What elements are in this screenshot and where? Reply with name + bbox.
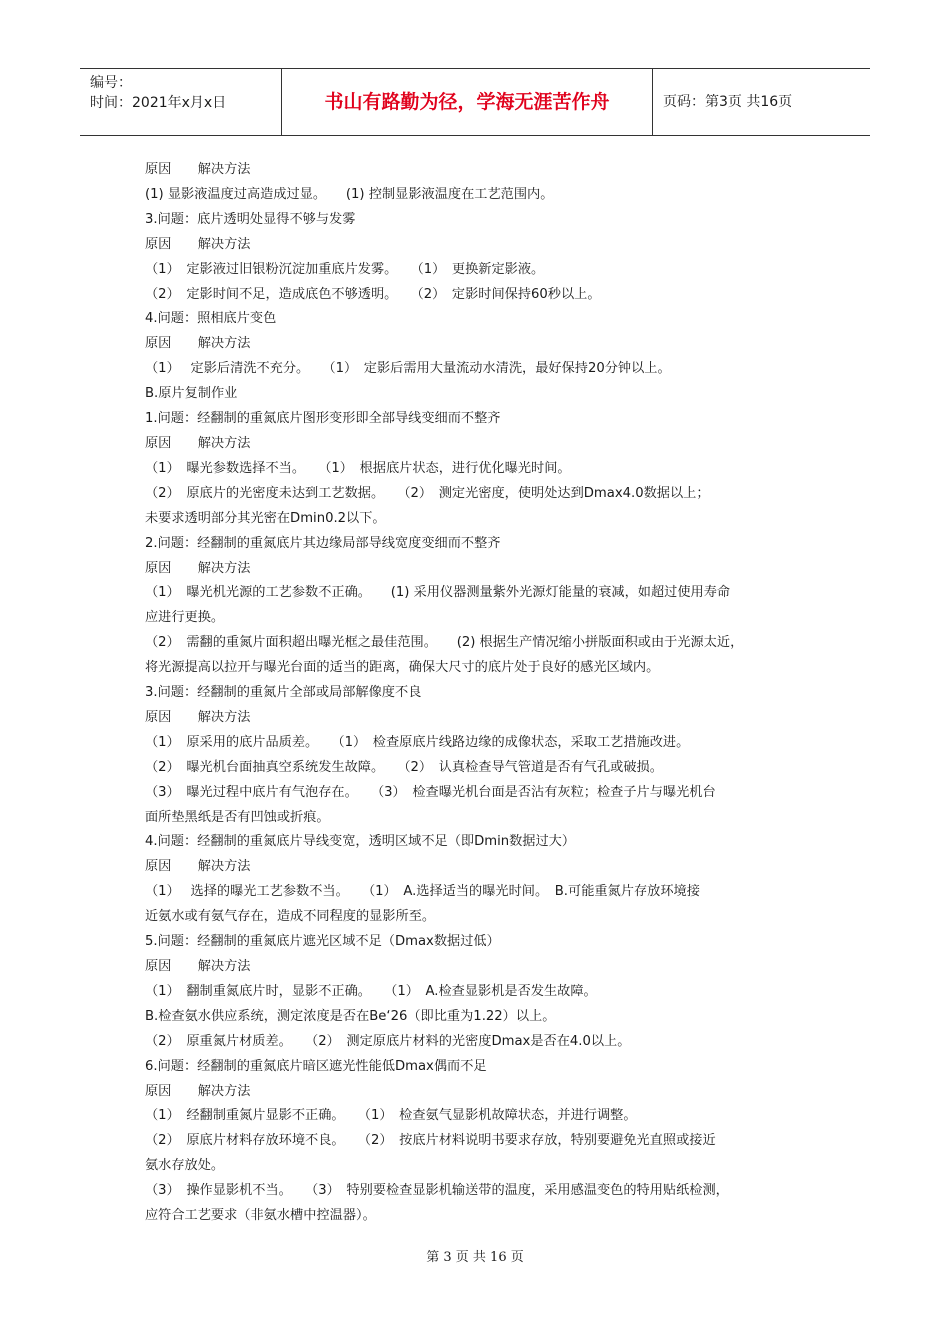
text-line: 将光源提高以拉开与曝光台面的适当的距离，确保大尺寸的底片处于良好的感光区域内。 xyxy=(145,660,660,676)
document-date: 时间：2021年x月x日 xyxy=(90,95,227,111)
text-line: （3） 曝光过程中底片有气泡存在。 （3） 检查曝光机台面是否沾有灰粒；检查子片与曝光机台 xyxy=(145,784,716,800)
text-line: （1） 曝光机光源的工艺参数不正确。 (1) 采用仪器测量紫外光源灯能量的衰减，如超过使用寿命 xyxy=(145,585,731,601)
text-line: （2） 定影时间不足，造成底色不够透明。 （2） 定影时间保持60秒以上。 xyxy=(145,286,601,302)
text-line: （2） 原底片的光密度未达到工艺数据。 （2） 测定光密度，使明处达到Dmax4.0数据以上； xyxy=(145,485,710,501)
text-line: （1） 原采用的底片品质差。 （1） 检查原底片线路边缘的成像状态，采取工艺措施改进。 xyxy=(145,734,690,750)
text-line: B.原片复制作业 xyxy=(145,386,238,402)
text-line: （1） 经翻制重氮片显影不正确。 （1） 检查氨气显影机故障状态，并进行调整。 xyxy=(145,1108,637,1124)
text-line: 未要求透明部分其光密在Dmin0.2以下。 xyxy=(145,510,386,526)
text-line: 3.问题：经翻制的重氮片全部或局部解像度不良 xyxy=(145,685,422,701)
text-line: 应进行更换。 xyxy=(145,610,225,626)
text-line: 氨水存放处。 xyxy=(145,1158,225,1174)
text-line: 原因 解决方法 xyxy=(145,959,251,974)
text-line: 原因 解决方法 xyxy=(145,162,251,177)
text-line: 1.问题：经翻制的重氮底片图形变形即全部导线变细而不整齐 xyxy=(145,411,501,427)
text-line: （2） 需翻的重氮片面积超出曝光框之最佳范围。 (2) 根据生产情况缩小拼版面积或由于光源太近， xyxy=(145,635,744,651)
header-page-number: 页码：第3页 共16页 xyxy=(663,94,793,110)
text-line: 原因 解决方法 xyxy=(145,709,251,725)
text-line: （2） 原重氮片材质差。 （2） 测定原底片材料的光密度Dmax是否在4.0以上。 xyxy=(145,1033,631,1049)
text-line: （2） 原底片材料存放环境不良。 （2） 按底片材料说明书要求存放，特别要避免光直照或接近 xyxy=(145,1133,716,1149)
text-line: B.检查氨水供应系统，测定浓度是否在Be‘26（即比重为1.22）以上。 xyxy=(145,1008,556,1024)
document-number: 编号： xyxy=(90,75,132,91)
text-line: 原因 解决方法 xyxy=(145,1083,251,1099)
text-line: 4.问题：经翻制的重氮底片导线变宽，透明区域不足（即Dmin数据过大） xyxy=(145,834,576,850)
text-line: 面所垫黑纸是否有凹蚀或折痕。 xyxy=(145,809,330,825)
text-line: 5.问题：经翻制的重氮底片遮光区域不足（Dmax数据过低） xyxy=(145,934,500,950)
text-line: 6.问题：经翻制的重氮底片暗区遮光性能低Dmax偶而不足 xyxy=(145,1058,487,1074)
text-line: 近氨水或有氨气存在，造成不同程度的显影所至。 xyxy=(145,909,436,925)
header-motto: 书山有路勤为径，学海无涯苦作舟 xyxy=(282,69,653,135)
page-footer: 第 3 页 共 16 页 xyxy=(426,1250,524,1265)
text-line: （2） 曝光机台面抽真空系统发生故障。 （2） 认真检查导气管道是否有气孔或破损。 xyxy=(145,759,663,775)
header-info-cell xyxy=(80,69,282,135)
text-line: 原因 解决方法 xyxy=(145,435,251,451)
text-line: （1） 定影后清洗不充分。 （1） 定影后需用大量流动水清洗，最好保持20分钟以上。 xyxy=(145,361,671,377)
text-line: 原因 解决方法 xyxy=(145,236,251,252)
text-line: （1） 翻制重氮底片时，显影不正确。 （1） A.检查显影机是否发生故障。 xyxy=(145,983,597,999)
document-body xyxy=(145,158,815,1229)
text-line: （3） 操作显影机不当。 （3） 特别要检查显影机输送带的温度，采用感温变色的特用贴纸检测， xyxy=(145,1183,729,1199)
text-line: 原因 解决方法 xyxy=(145,859,251,875)
text-line: 应符合工艺要求（非氨水槽中控温器）。 xyxy=(145,1208,376,1224)
text-line: 原因 解决方法 xyxy=(145,336,251,352)
text-line: 4.问题：照相底片变色 xyxy=(145,311,277,327)
text-line: （1） 定影液过旧银粉沉淀加重底片发雾。 （1） 更换新定影液。 xyxy=(145,261,545,277)
text-line: （1） 选择的曝光工艺参数不当。 （1） A.选择适当的曝光时间。 B.可能重氮片存放环境接 xyxy=(145,884,700,900)
text-line: 3.问题：底片透明处显得不够与发雾 xyxy=(145,211,356,227)
page-header xyxy=(80,68,870,136)
text-line: （1） 曝光参数选择不当。 （1） 根据底片状态，进行优化曝光时间。 xyxy=(145,460,571,476)
text-line: 2.问题：经翻制的重氮底片其边缘局部导线宽度变细而不整齐 xyxy=(145,535,501,551)
text-line: (1) 显影液温度过高造成过显。 (1) 控制显影液温度在工艺范围内。 xyxy=(145,186,554,202)
text-line: 原因 解决方法 xyxy=(145,560,251,576)
